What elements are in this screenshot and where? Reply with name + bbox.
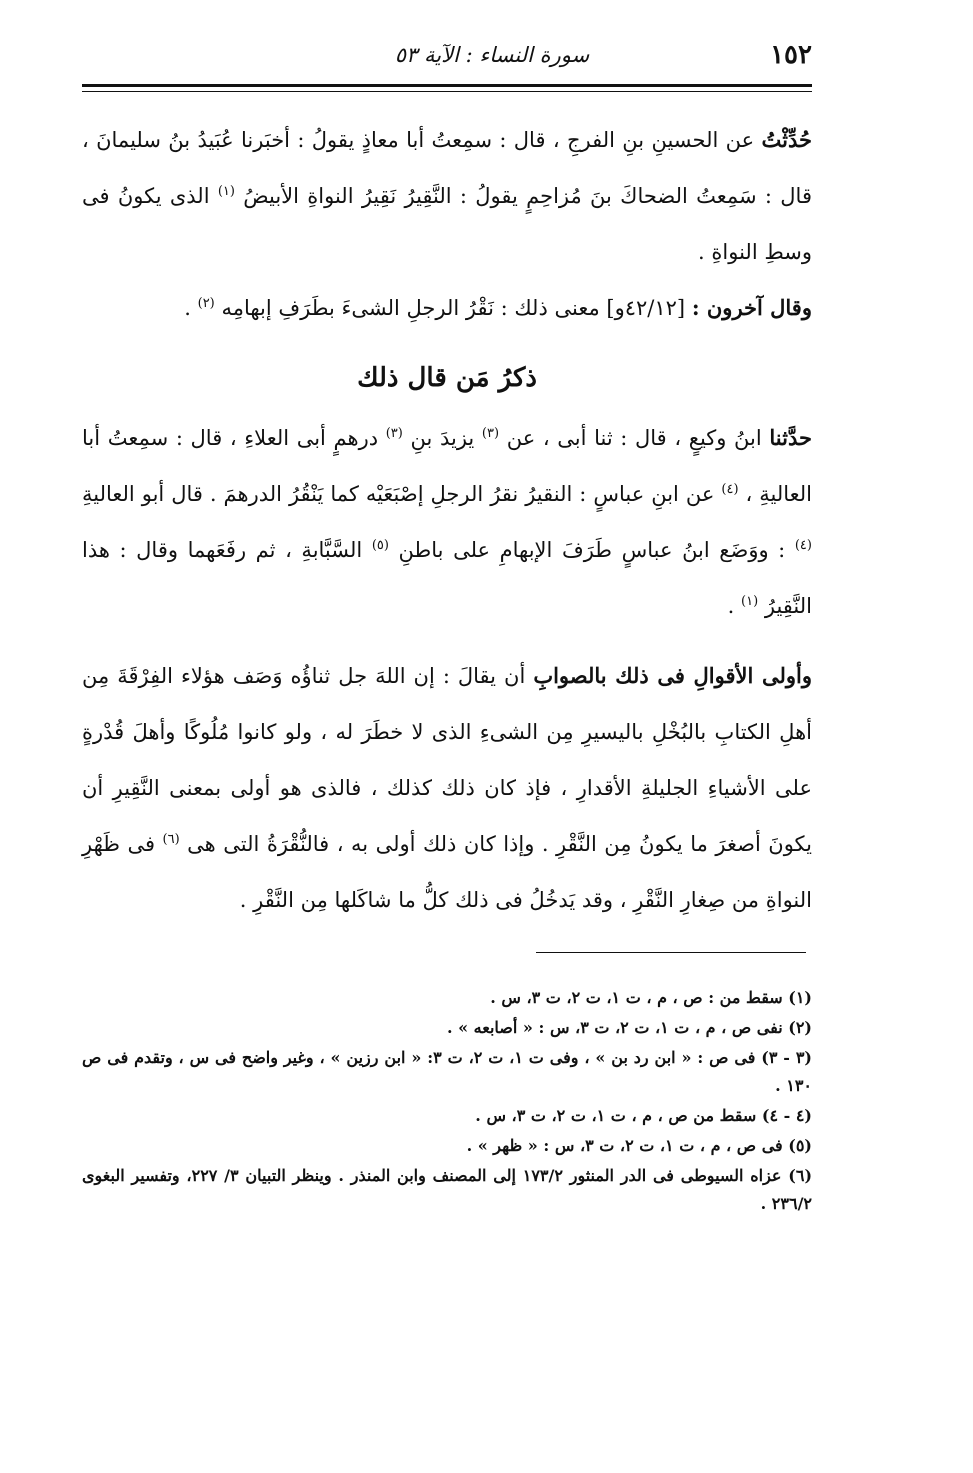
paragraph-text: ابنُ وكيعٍ ، قال : ثنا أبى ، عن — [506, 426, 762, 450]
paragraph-text: [٤٢/١٢و] معنى ذلك : نَقْرُ الرجلِ الشىءَ بطَرَفِ إبهامِه — [221, 296, 686, 320]
footnote: (٥) فى ص ، م ، ت ١، ت ٢، ت ٣، س : « ظهر » . — [466, 1136, 812, 1155]
footnote-ref: (١) — [741, 594, 759, 609]
header-rule — [82, 84, 812, 87]
footnote-ref: (٣) — [385, 426, 403, 441]
paragraph-lead: وقال آخرون : — [691, 295, 812, 320]
paragraph-text: فى ظَهْرِ النواةِ من صِغارِ النَّقْرِ ، وقد يَدخُلُ فى ذلك كلُّ ما شاكَلها مِن النَّقْرِ . — [82, 832, 812, 912]
footnotes — [82, 984, 812, 1220]
footnote-ref: (١) — [217, 184, 235, 199]
paragraph-text: عن ابنِ عباسٍ : النقيرُ نقرُ الرجلِ إصْبَعَيْه كما يَنْقُرُ الدرهمَ . قال أبو العاليةِ — [82, 482, 715, 506]
paragraph-text: : ووَضَع ابنُ عباسٍ طَرَفَ الإبهامِ على باطنِ — [398, 538, 786, 562]
footnote: (١) سقط من : ص ، م ، ت ١، ت ٢، ت ٣، س . — [490, 988, 812, 1007]
paragraph-2 — [82, 280, 812, 336]
footnote-ref: (٦) — [162, 832, 180, 847]
footnote-ref: (٥) — [371, 538, 389, 553]
running-header — [82, 34, 812, 76]
paragraph-lead: حدَّثنا — [769, 425, 812, 450]
section-heading: ذكرُ مَن قال ذلك — [357, 363, 537, 393]
footnote-ref: (٤) — [721, 482, 739, 497]
paragraph-3 — [82, 410, 812, 634]
paragraph-text: الذى يكونُ فى وسطِ النواةِ . — [82, 184, 812, 264]
main-text — [82, 112, 812, 928]
paragraph-text: السَّبَّابةِ ، ثم رفَعَهما وقال : هذا النَّقِيرُ — [82, 538, 812, 618]
paragraph-lead: وأولى الأقوالِ فى ذلك بالصوابِ — [533, 663, 812, 688]
page-number: ١٥٢ — [770, 40, 812, 70]
paragraph-text: . — [727, 594, 735, 618]
header-rule-thin — [82, 91, 812, 92]
footnote: (٢) نفى ص ، م ، ت ١، ت ٢، ت ٣، س : « أصابعه » . — [446, 1018, 812, 1037]
footnote-ref: (٣) — [481, 426, 500, 441]
paragraph-text: درهمٍ أبى العلاءِ ، قال : سمِعتُ أبا العاليةِ ، — [82, 426, 813, 506]
footnote: (٤ - ٤) سقط من ص ، م ، ت ١، ت ٢، ت ٣، س . — [475, 1106, 812, 1125]
footnote: (٦) عزاه السيوطى فى الدر المنثور ١٧٣/٢ إلى المصنف وابن المنذر . وينظر التبيان ٣/ ٢٢٧، وتفسير البغوى ٢٣٦/٢ . — [82, 1166, 813, 1213]
footnote-ref: (٤) — [794, 538, 812, 553]
footnote-separator — [536, 952, 806, 953]
paragraph-lead: حُدِّثْتُ — [761, 127, 812, 152]
running-title: سورة النساء : الآية ٥٣ — [394, 43, 590, 67]
paragraph-text: . — [184, 296, 191, 320]
paragraph-text: أن يقالَ : إن اللهَ جل ثناؤُه وَصَف هؤلاء الفِرْقَةَ مِن أهلِ الكتابِ بالبُخْلِ باليسيرِ مِن الشىءِ الذى لا خطَرَ له ، ولو كانوا مُلُوكًا وأهلَ قُدْرةٍ على الأشياءِ الجليلةِ الأقدارِ ، فإذ كان ذلك كذلك ، فالذى هو أولى بمعنى النَّقِيرِ أن يكونَ أصغرَ ما يكونُ مِن النَّقْرِ . وإذا كان ذلك أولى به ، فالنُّقْرَةُ التى هى — [82, 664, 812, 856]
paragraph-4 — [82, 648, 812, 928]
paragraph-text: يزيدَ بنِ — [410, 426, 475, 450]
footnote-ref: (٢) — [197, 296, 215, 311]
paragraph-1 — [82, 112, 812, 280]
footnote: (٣ - ٣) فى ص : « ابن رد بن » ، وفى ت ١، ت ٢، ت ٣: « ابن رزين » ، وغير واضح فى س ، وتقدم فى ص ١٣٠ . — [82, 1048, 812, 1095]
paragraph-text: عن الحسينِ بنِ الفرجِ ، قال : سمِعتُ أبا معاذٍ يقولُ : أخبَرنا عُبَيدُ بنُ سليمانَ ، قال : سَمِعتُ الضحاكَ بنَ مُزاحِمٍ يقولُ : النَّقِيرُ نَقِيرُ النواةِ الأبيضُ — [82, 128, 812, 208]
